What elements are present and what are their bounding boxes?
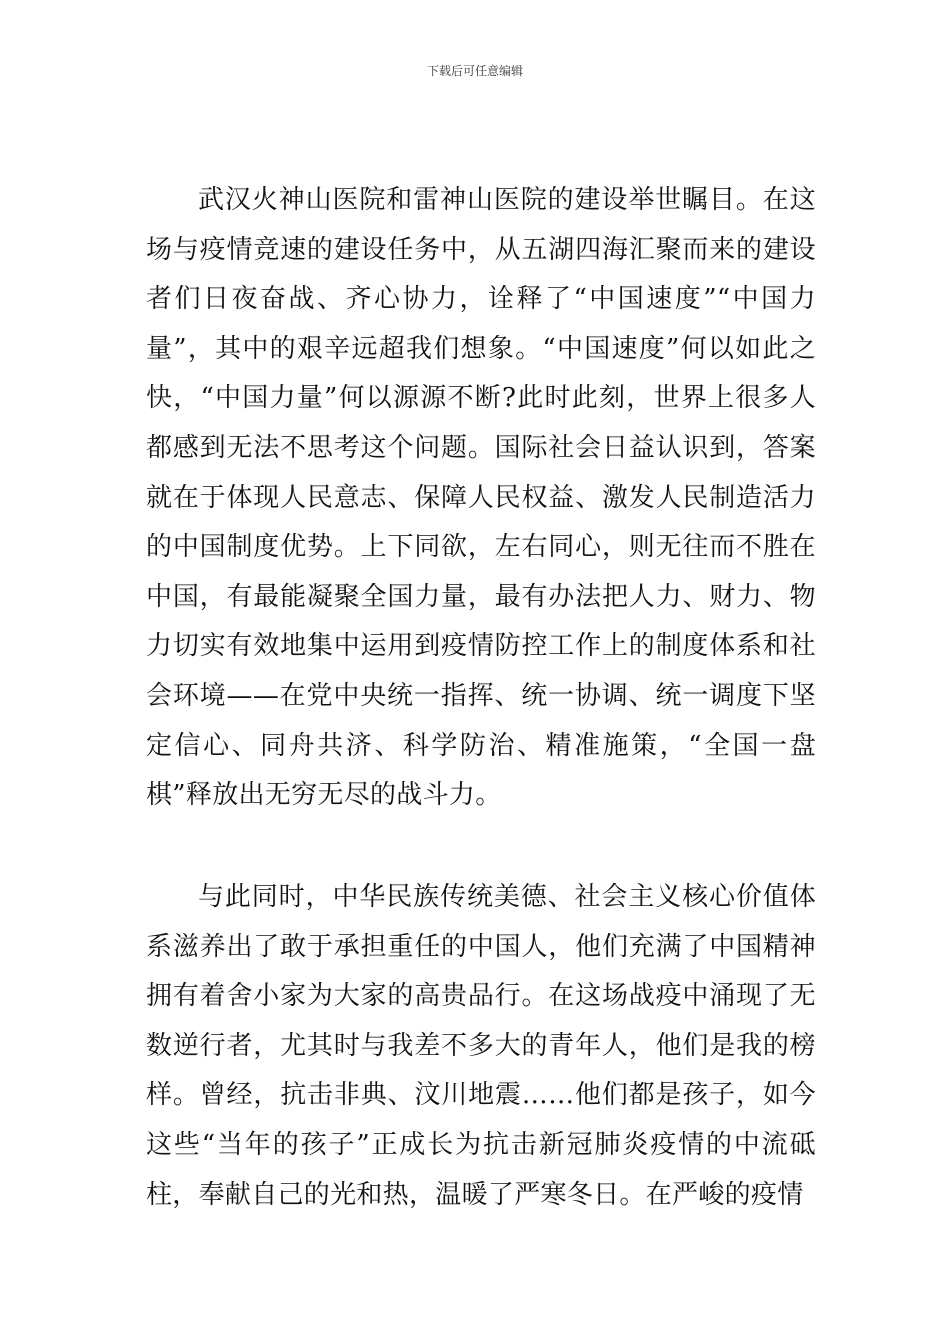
header-note: 下载后可任意编辑: [426, 64, 523, 78]
body-paragraph-1: 武汉火神山医院和雷神山医院的建设举世瞩目。在这场与疫情竞速的建设任务中，从五湖四海汇聚而来的建设者们日夜奋战、齐心协力，诠释了“中国速度”“中国力量”，其中的艰辛远超我们想象。“中国速度”何以如此之快，“中国力量”何以源源不断?此时此刻，世界上很多人都感到无法不思考这个问题。国际社会日益认识到，答案就在于体现人民意志、保障人民权益、激发人民制造活力的中国制度优势。上下同欲，左右同心，则无往而不胜在中国，有最能凝聚全国力量，最有办法把人力、财力、物力切实有效地集中运用到疫情防控工作上的制度体系和社会环境——在党中央统一指挥、统一协调、统一调度下坚定信心、同舟共济、科学防治、精准施策，“全国一盘棋”释放出无穷无尽的战斗力。: [146, 185, 816, 811]
body-paragraph-2: 与此同时，中华民族传统美德、社会主义核心价值体系滋养出了敢于承担重任的中国人，他们充满了中国精神拥有着舍小家为大家的高贵品行。在这场战疫中涌现了无数逆行者，尤其时与我差不多大的青年人，他们是我的榜样。曾经，抗击非典、汶川地震……他们都是孩子，如今这些“当年的孩子”正成长为抗击新冠肺炎疫情的中流砥柱，奉献自己的光和热，温暖了严寒冬日。在严峻的疫情: [146, 882, 816, 1210]
